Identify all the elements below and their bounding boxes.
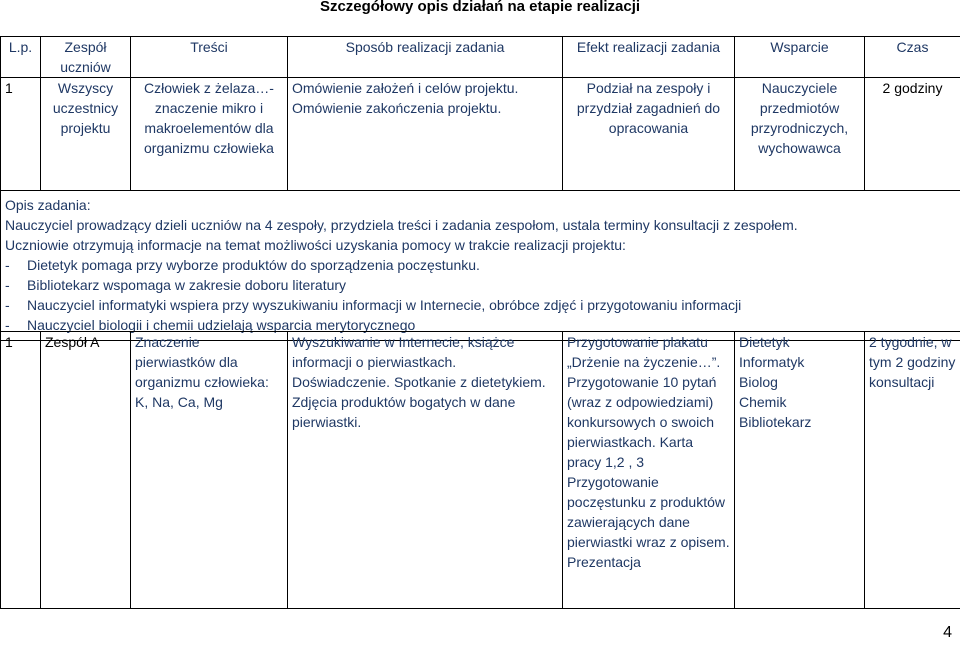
task-description <box>1 191 960 341</box>
bullet-marker: - <box>5 277 10 293</box>
team-a-effect: Przygotowanie plakatu „Drżenie na życzenie…”. Przygotowanie 10 pytań (wraz z odpowiedziami) konkursowych o swoich pierwiastkach. Karta pracy 1,2 , 3 Przygotowanie poczęstunku z produktów zawierających dane pierwiastki wraz z opisem. Prezentacja <box>563 332 735 609</box>
description-line: Uczniowie otrzymują informacje na temat możliwości uzyskania pomocy w trakcie realizacji projektu: <box>5 237 626 253</box>
bullet-marker: - <box>5 297 10 313</box>
row1-content: Człowiek z żelaza…- znaczenie mikro i makroelementów dla organizmu człowieka <box>131 78 288 191</box>
description-row <box>1 191 960 341</box>
page-number: 4 <box>943 624 952 641</box>
table-header-row <box>1 37 960 78</box>
list-item <box>5 255 956 275</box>
header-effect: Efekt realizacji zadania <box>563 37 735 78</box>
list-item <box>5 295 956 315</box>
header-method: Sposób realizacji zadania <box>288 37 563 78</box>
support-item: Bibliotekarz <box>739 414 812 430</box>
header-lp: L.p. <box>1 37 41 78</box>
header-support: Wsparcie <box>735 37 865 78</box>
header-time: Czas <box>865 37 960 78</box>
bullet-marker: - <box>5 257 10 273</box>
row1-support: Nauczyciele przedmiotów przyrodniczych, wychowawca <box>735 78 865 191</box>
team-a-support <box>735 332 865 609</box>
bullet-text: Dietetyk pomaga przy wyborze produktów do sporządzenia poczęstunku. <box>27 257 480 273</box>
table-row <box>1 78 960 191</box>
team-a-table <box>0 331 960 609</box>
description-heading: Opis zadania: <box>5 197 91 213</box>
bullet-text: Nauczyciel informatyki wspiera przy wyszukiwaniu informacji w Internecie, obróbce zdjęć i przygotowaniu informacji <box>27 297 742 313</box>
support-item: Biolog <box>739 374 778 390</box>
team-a-lp: 1 <box>1 332 41 609</box>
row1-time: 2 godziny <box>865 78 960 191</box>
support-item: Chemik <box>739 394 787 410</box>
team-a-method: Wyszukiwanie w Internecie, książce informacji o pierwiastkach. Doświadczenie. Spotkanie z dietetykiem. Zdjęcia produktów bogatych w dane pierwiastki. <box>288 332 563 609</box>
team-a-content: Znaczenie pierwiastków dla organizmu człowieka: K, Na, Ca, Mg <box>131 332 288 609</box>
list-item <box>5 275 956 295</box>
row1-effect: Podział na zespoły i przydział zagadnień do opracowania <box>563 78 735 191</box>
row1-lp: 1 <box>1 78 41 191</box>
team-a-time: 2 tygodnie, w tym 2 godziny konsultacji <box>865 332 960 609</box>
support-item: Dietetyk <box>739 334 790 350</box>
row1-method: Omówienie założeń i celów projektu. Omówienie zakończenia projektu. <box>288 78 563 191</box>
row1-team: Wszyscy uczestnicy projektu <box>41 78 131 191</box>
page-title: Szczegółowy opis działań na etapie realizacji <box>319 0 641 15</box>
table-row <box>1 332 960 609</box>
bullet-text: Bibliotekarz wspomaga w zakresie doboru literatury <box>27 277 347 293</box>
header-content: Treści <box>131 37 288 78</box>
support-item: Informatyk <box>739 354 805 370</box>
description-line: Nauczyciel prowadzący dzieli uczniów na 4 zespoły, przydziela treści i zadania zespołom, ustala terminy konsultacji z zespołem. <box>5 217 798 233</box>
bullet-text: Nauczyciel biologii i chemii udzielają wsparcia merytorycznego <box>27 317 416 333</box>
team-a-name: Zespół A <box>41 332 131 609</box>
header-team: Zespół uczniów <box>41 37 131 78</box>
activity-table <box>0 36 960 341</box>
bullet-marker: - <box>5 317 10 333</box>
